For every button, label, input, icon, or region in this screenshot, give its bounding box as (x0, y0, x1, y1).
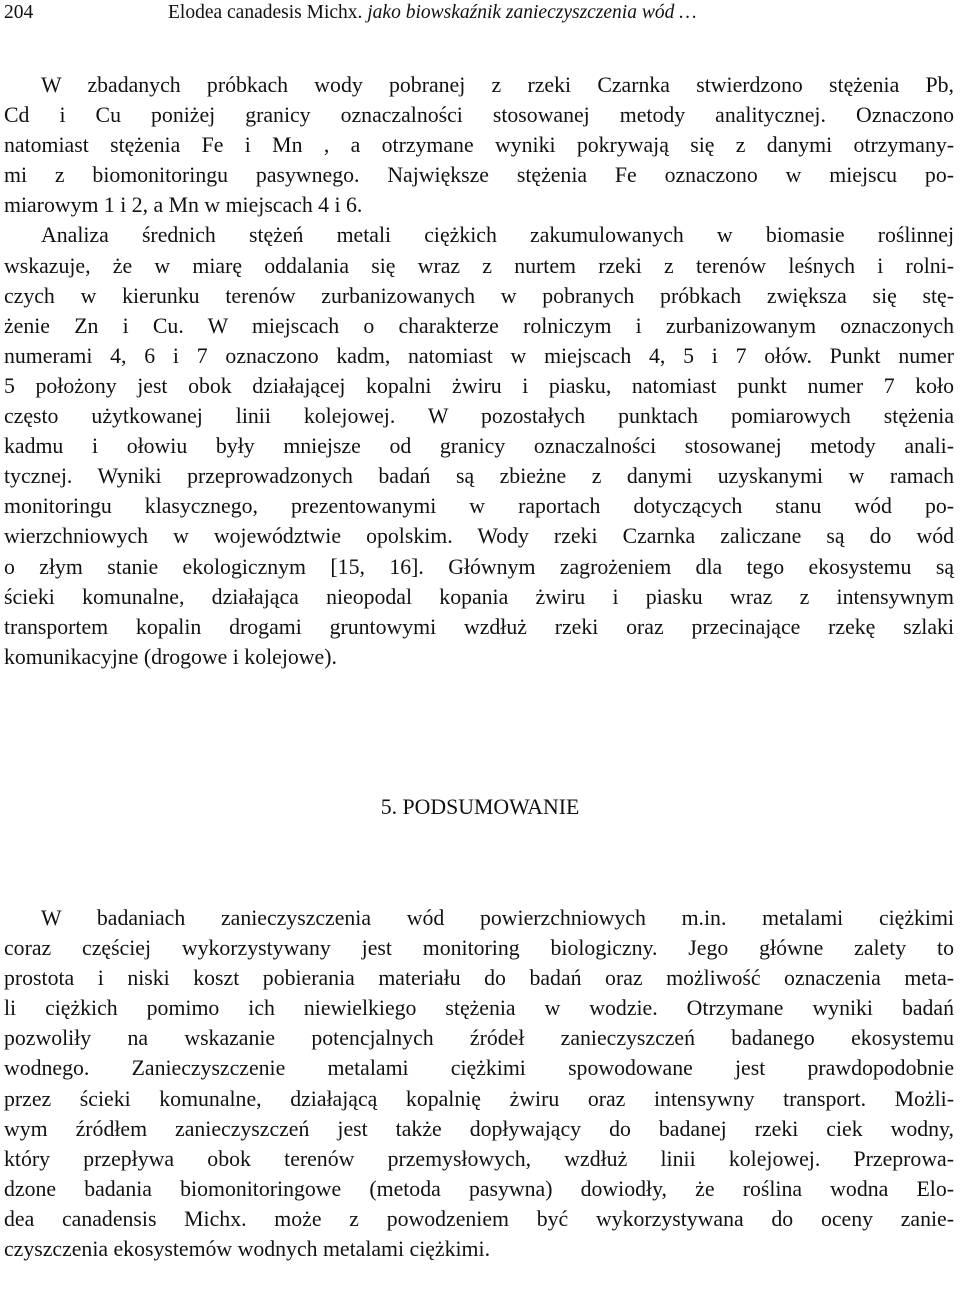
text-line: przez ścieki komunalne, działającą kopalnię żwiru oraz intensywny transport. Możli- (4, 1086, 954, 1111)
text-line: dea canadensis Michx. może z powodzeniem być wykorzystywana do oceny zanie- (4, 1206, 954, 1231)
text-line: ścieki komunalne, działająca nieopodal kopania żwiru i piasku wraz z intensywnym (4, 584, 954, 609)
running-title (168, 2, 697, 23)
text-line: 5 położony jest obok działającej kopalni żwiru i piasku, natomiast punkt numer 7 koło (4, 373, 954, 398)
text-line: numerami 4, 6 i 7 oznaczono kadm, natomiast w miejscach 4, 5 i 7 ołów. Punkt numer (4, 343, 954, 368)
text-line: W zbadanych próbkach wody pobranej z rzeki Czarnka stwierdzono stężenia Pb, (41, 73, 954, 97)
text-line: żenie Zn i Cu. W miejscach o charakterze rolniczym i zurbanizowanym oznaczonych (4, 313, 954, 338)
running-title-italic: jako biowskaźnik zanieczyszczenia wód … (367, 2, 697, 23)
text-line: prostota i niski koszt pobierania materiału do badań oraz możliwość oznaczenia meta- (4, 966, 954, 991)
running-title-plain: Elodea canadesis Michx. (168, 2, 368, 23)
text-line: komunikacyjne (drogowe i kolejowe). (4, 644, 337, 669)
text-line: monitoringu klasycznego, prezentowanymi w raportach dotyczących stanu wód po- (4, 494, 954, 519)
text-line: wym źródłem zanieczyszczeń jest także dopływający do badanej rzeki ciek wodny, (4, 1116, 954, 1141)
text-line: czyszczenia ekosystemów wodnych metalami ciężkimi. (4, 1237, 491, 1262)
section-summary-text (4, 903, 954, 1264)
text-line: miarowym 1 i 2, a Mn w miejscach 4 i 6. (4, 193, 363, 218)
text-line: W badaniach zanieczyszczenia wód powierzchniowych m.in. metalami ciężkimi (41, 906, 954, 930)
section-heading: 5. PODSUMOWANIE (380, 795, 580, 819)
page-number: 204 (4, 2, 34, 23)
text-line: wskazuje, że w miarę oddalania się wraz z nurtem rzeki z terenów leśnych i rolni- (4, 253, 954, 278)
text-line: pozwoliły na wskazanie potencjalnych źródeł zanieczyszczeń badanego ekosystemu (4, 1026, 954, 1051)
text-line: transportem kopalin drogami gruntowymi wzdłuż rzeki oraz przecinające rzekę szlaki (4, 614, 954, 639)
text-line: mi z biomonitoringu pasywnego. Największe stężenia Fe oznaczono w miejscu po- (4, 163, 954, 188)
running-header (4, 2, 954, 24)
text-line: coraz częściej wykorzystywany jest monitoring biologiczny. Jego główne zalety to (4, 936, 954, 961)
text-line: Analiza średnich stężeń metali ciężkich zakumulowanych w biomasie roślinnej (41, 223, 954, 248)
text-line: kadmu i ołowiu były mniejsze od granicy oznaczalności stosowanej metody anali- (4, 434, 954, 459)
section-results-text (4, 70, 954, 672)
text-line: czych w kierunku terenów zurbanizowanych w pobranych próbkach zwiększa się stę- (4, 283, 954, 308)
text-line: o złym stanie ekologicznym [15, 16]. Głównym zagrożeniem dla tego ekosystemu są (4, 554, 954, 579)
text-line: natomiast stężenia Fe i Mn , a otrzymane wyniki pokrywają się z danymi otrzymany- (4, 133, 954, 158)
text-line: dzone badania biomonitoringowe (metoda pasywna) dowiodły, że roślina wodna Elo- (4, 1176, 954, 1201)
text-line: często użytkowanej linii kolejowej. W pozostałych punktach pomiarowych stężenia (4, 404, 954, 429)
text-line: li ciężkich pomimo ich niewielkiego stężenia w wodzie. Otrzymane wyniki badań (4, 996, 954, 1021)
text-line: wierzchniowych w województwie opolskim. Wody rzeki Czarnka zaliczane są do wód (4, 524, 954, 549)
text-line: Cd i Cu poniżej granicy oznaczalności stosowanej metody analitycznej. Oznaczono (4, 103, 954, 128)
text-line: tycznej. Wyniki przeprowadzonych badań są zbieżne z danymi uzyskanymi w ramach (4, 464, 954, 489)
text-line: wodnego. Zanieczyszczenie metalami ciężkimi spowodowane jest prawdopodobnie (4, 1056, 954, 1081)
text-line: który przepływa obok terenów przemysłowych, wzdłuż linii kolejowej. Przeprowa- (4, 1146, 954, 1171)
